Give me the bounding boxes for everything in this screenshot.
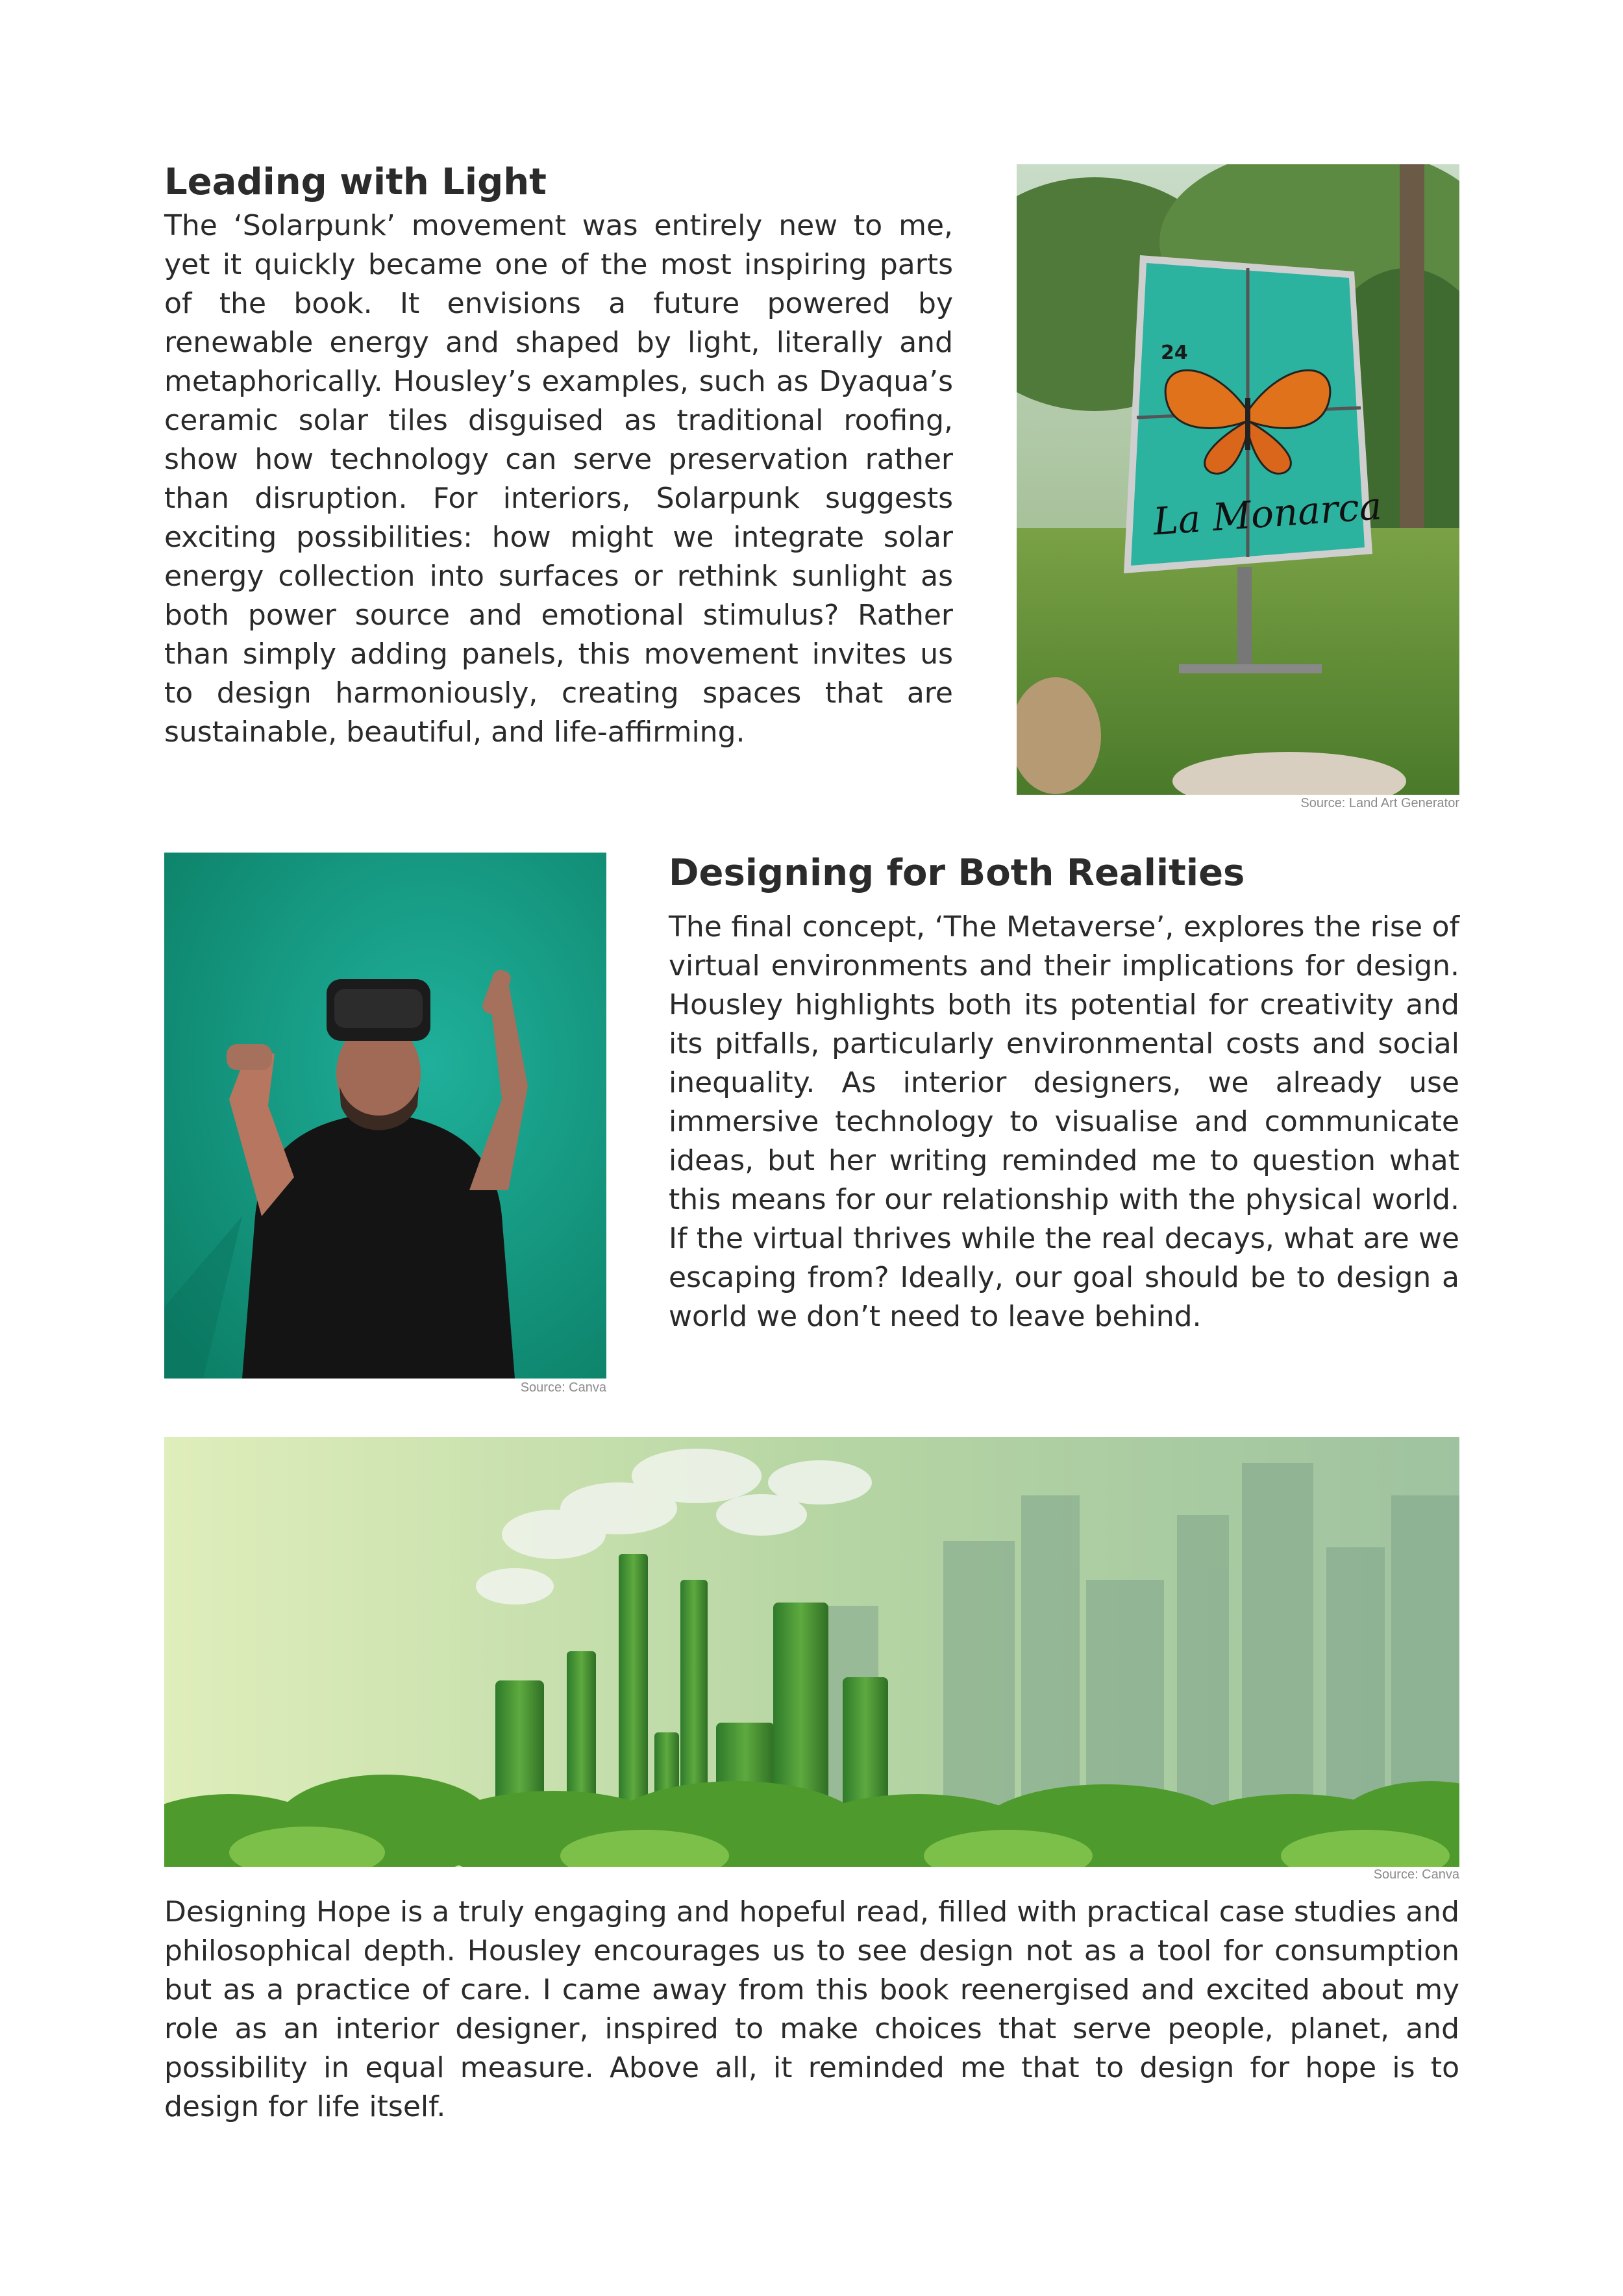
image-caption-canva-banner: Source: Canva: [1373, 1867, 1459, 1882]
panel-number-text: 24: [1161, 342, 1188, 364]
vr-headset-man-image: [164, 853, 606, 1379]
section-paragraph-solarpunk: The ‘Solarpunk’ movement was entirely new to me, yet it quickly became one of the most inspiring parts of the book. It envisions a future powered by renewable energy and shaped by light, literally and metaphorically. Housley’s examples, such as Dyaqua’s ceramic solar tiles disguised as traditional roofing, show how technology can serve preservation rather than disruption. For interiors, Solarpunk suggests exciting possibilities: how might we integrate solar energy collection into surfaces or rethink sunlight as both power source and emotional stimulus? Rather than simply adding panels, this movement invites us to design harmoniously, creating spaces that are sustainable, beautiful, and life-affirming.: [164, 209, 953, 749]
image-caption-canva-vr: Source: Canva: [520, 1380, 606, 1395]
section-heading-designing-for-both-realities: Designing for Both Realities: [669, 852, 1245, 894]
section-paragraph-metaverse: The final concept, ‘The Metaverse’, explores the rise of virtual environments and their implications for design. Housley highlights both its potential for creativity and its pitfalls, particularly environmental costs and social inequality. As interior designers, we already use immersive technology to visualise and communicate ideas, but her writing reminded me to question what this means for our relationship with the physical world. If the virtual thrives while the real decays, what are we escaping from? Ideally, our goal should be to design a world we don’t need to leave behind.: [669, 910, 1459, 1333]
la-monarca-solar-artwork-image: [1017, 164, 1459, 795]
green-factory-banner-image: [164, 1437, 1459, 1867]
conclusion-paragraph: Designing Hope is a truly engaging and hopeful read, filled with practical case studies and philosophical depth. Housley encourages us to see design not as a tool for consumption but as a practice of care. I came away from this book reenergised and excited about my role as an interior designer, inspired to make choices that serve people, planet, and possibility in equal measure. Above all, it reminded me that to design for hope is to design for life itself.: [164, 1895, 1459, 2123]
section-heading-leading-with-light: Leading with Light: [164, 161, 547, 203]
panel-script-text: La Monarca: [1151, 483, 1383, 544]
image-caption-land-art: Source: Land Art Generator: [1300, 796, 1459, 810]
